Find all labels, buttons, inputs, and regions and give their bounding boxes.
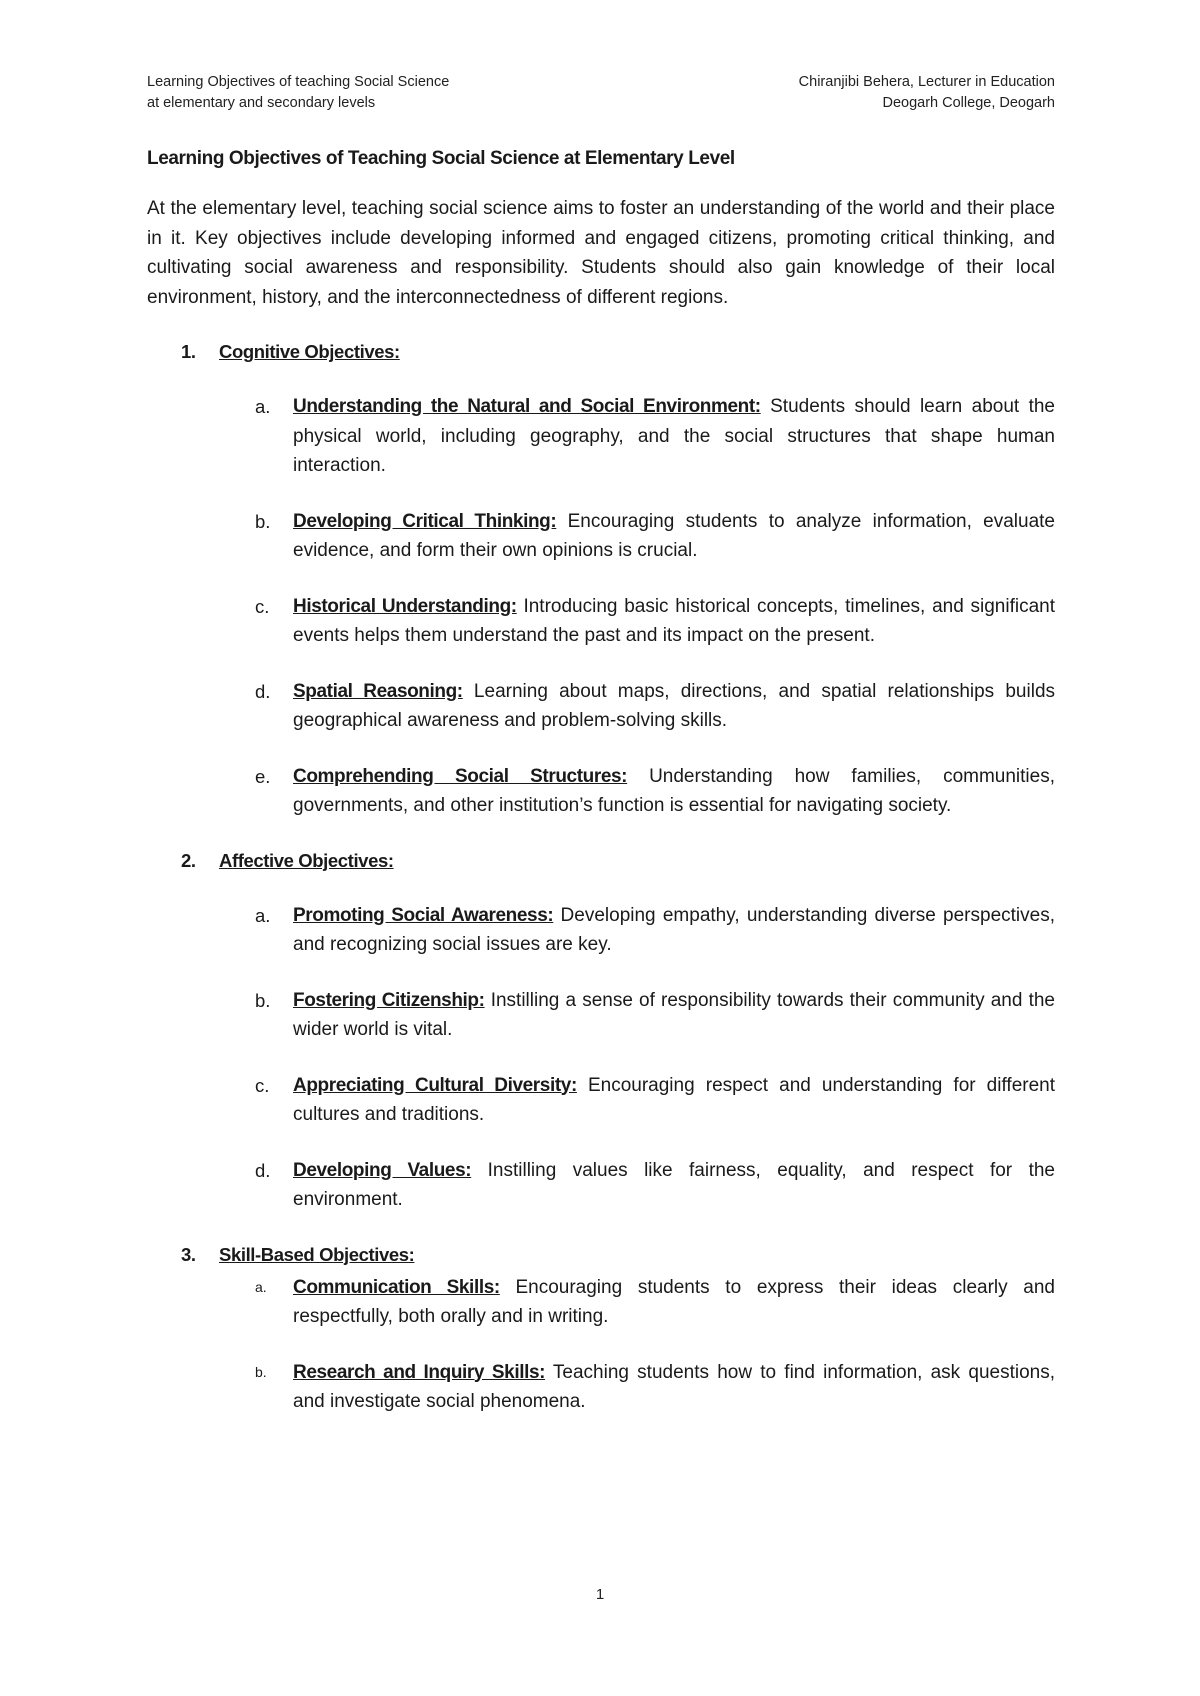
running-header-right [799,72,1055,114]
section-number: 2. [181,849,196,871]
item-key-term: Spatial Reasoning: [293,680,463,702]
item-letter: d. [255,680,271,702]
item-key-term: Research and Inquiry Skills: [293,1361,546,1383]
header-left-line2: at elementary and secondary levels [147,95,376,111]
section-heading-affective [147,847,1055,875]
section-title: Cognitive Objectives: [219,341,400,362]
section-heading-skill-based [147,1241,1055,1269]
list-item [147,1071,1055,1130]
document-title: Learning Objectives of Teaching Social Science at Elementary Level [147,148,735,169]
item-key-term: Comprehending Social Structures: [293,765,628,787]
item-letter: c. [255,1074,270,1096]
item-text: Instilling a sense of responsibility towards their community and the wider world is vital. [293,989,1055,1040]
item-letter: a. [255,396,271,417]
header-right-line2: Deogarh College, Deogarh [882,95,1055,111]
item-text: Developing empathy, understanding diverse perspectives, and recognizing social issues are key. [293,904,1055,955]
item-key-term: Communication Skills: [293,1276,500,1298]
item-letter: d. [255,1159,271,1181]
item-letter: b. [255,1363,267,1380]
list-item [147,986,1055,1045]
section-title: Skill-Based Objectives: [219,1243,415,1265]
item-key-term: Developing Critical Thinking: [293,510,557,532]
item-letter: c. [255,595,270,617]
item-text: Learning about maps, directions, and spatial relationships builds geographical awareness and problem-solving skills. [293,680,1056,731]
item-letter: e. [255,765,271,787]
item-text: Understanding how families, communities, governments, and other institution’s function is essential for navigating society. [293,765,1055,816]
list-item [147,1273,1055,1332]
item-text: Encouraging respect and understanding for different cultures and traditions. [293,1074,1055,1125]
header-right-line1: Chiranjibi Behera, Lecturer in Education [798,74,1055,90]
document-body [147,146,1055,1443]
section-title: Affective Objectives: [219,849,394,871]
header-left-line1: Learning Objectives of teaching Social Science [147,74,450,90]
item-text: Encouraging students to express their ideas clearly and respectfully, both orally and in writing. [293,1276,1055,1327]
section-number: 3. [181,1243,196,1265]
item-key-term: Historical Understanding: [293,595,517,617]
section-heading-cognitive [147,338,1055,366]
page-number: 1 [595,1586,605,1603]
item-letter: b. [255,510,271,532]
list-item [147,677,1055,736]
list-item [147,762,1055,821]
item-letter: a. [255,1278,267,1295]
item-key-term: Developing Values: [293,1159,472,1181]
section-number: 1. [181,341,196,362]
item-letter: b. [255,989,271,1011]
running-header-left [147,72,449,114]
item-key-term: Promoting Social Awareness: [293,904,554,926]
item-key-term: Understanding the Natural and Social Environment: [293,396,761,417]
item-key-term: Fostering Citizenship: [293,989,485,1011]
list-item [147,392,1055,481]
list-item [147,1156,1055,1215]
item-text: Instilling values like fairness, equality, and respect for the environment. [293,1159,1055,1210]
list-item [147,507,1055,566]
item-key-term: Appreciating Cultural Diversity: [293,1074,577,1096]
list-item [147,901,1055,960]
list-item [147,592,1055,651]
item-text: Encouraging students to analyze information, evaluate evidence, and form their own opinions is crucial. [293,510,1056,561]
intro-paragraph: At the elementary level, teaching social science aims to foster an understanding of the world and their place in it. Key objectives include developing informed and engaged citizens, promoting critical thinking, and cultivating social awareness and responsibility. Students should also gain knowledge of their local environment, history, and the interconnectedness of different regions. [147,198,1055,308]
item-text: Introducing basic historical concepts, timelines, and significant events helps them understand the past and its impact on the present. [293,595,1055,646]
list-item [147,1358,1055,1417]
item-text: Teaching students how to find information, ask questions, and investigate social phenomena. [293,1361,1055,1412]
item-text: Students should learn about the physical world, including geography, and the social structures that shape human interaction. [293,396,1056,476]
item-letter: a. [255,904,271,926]
